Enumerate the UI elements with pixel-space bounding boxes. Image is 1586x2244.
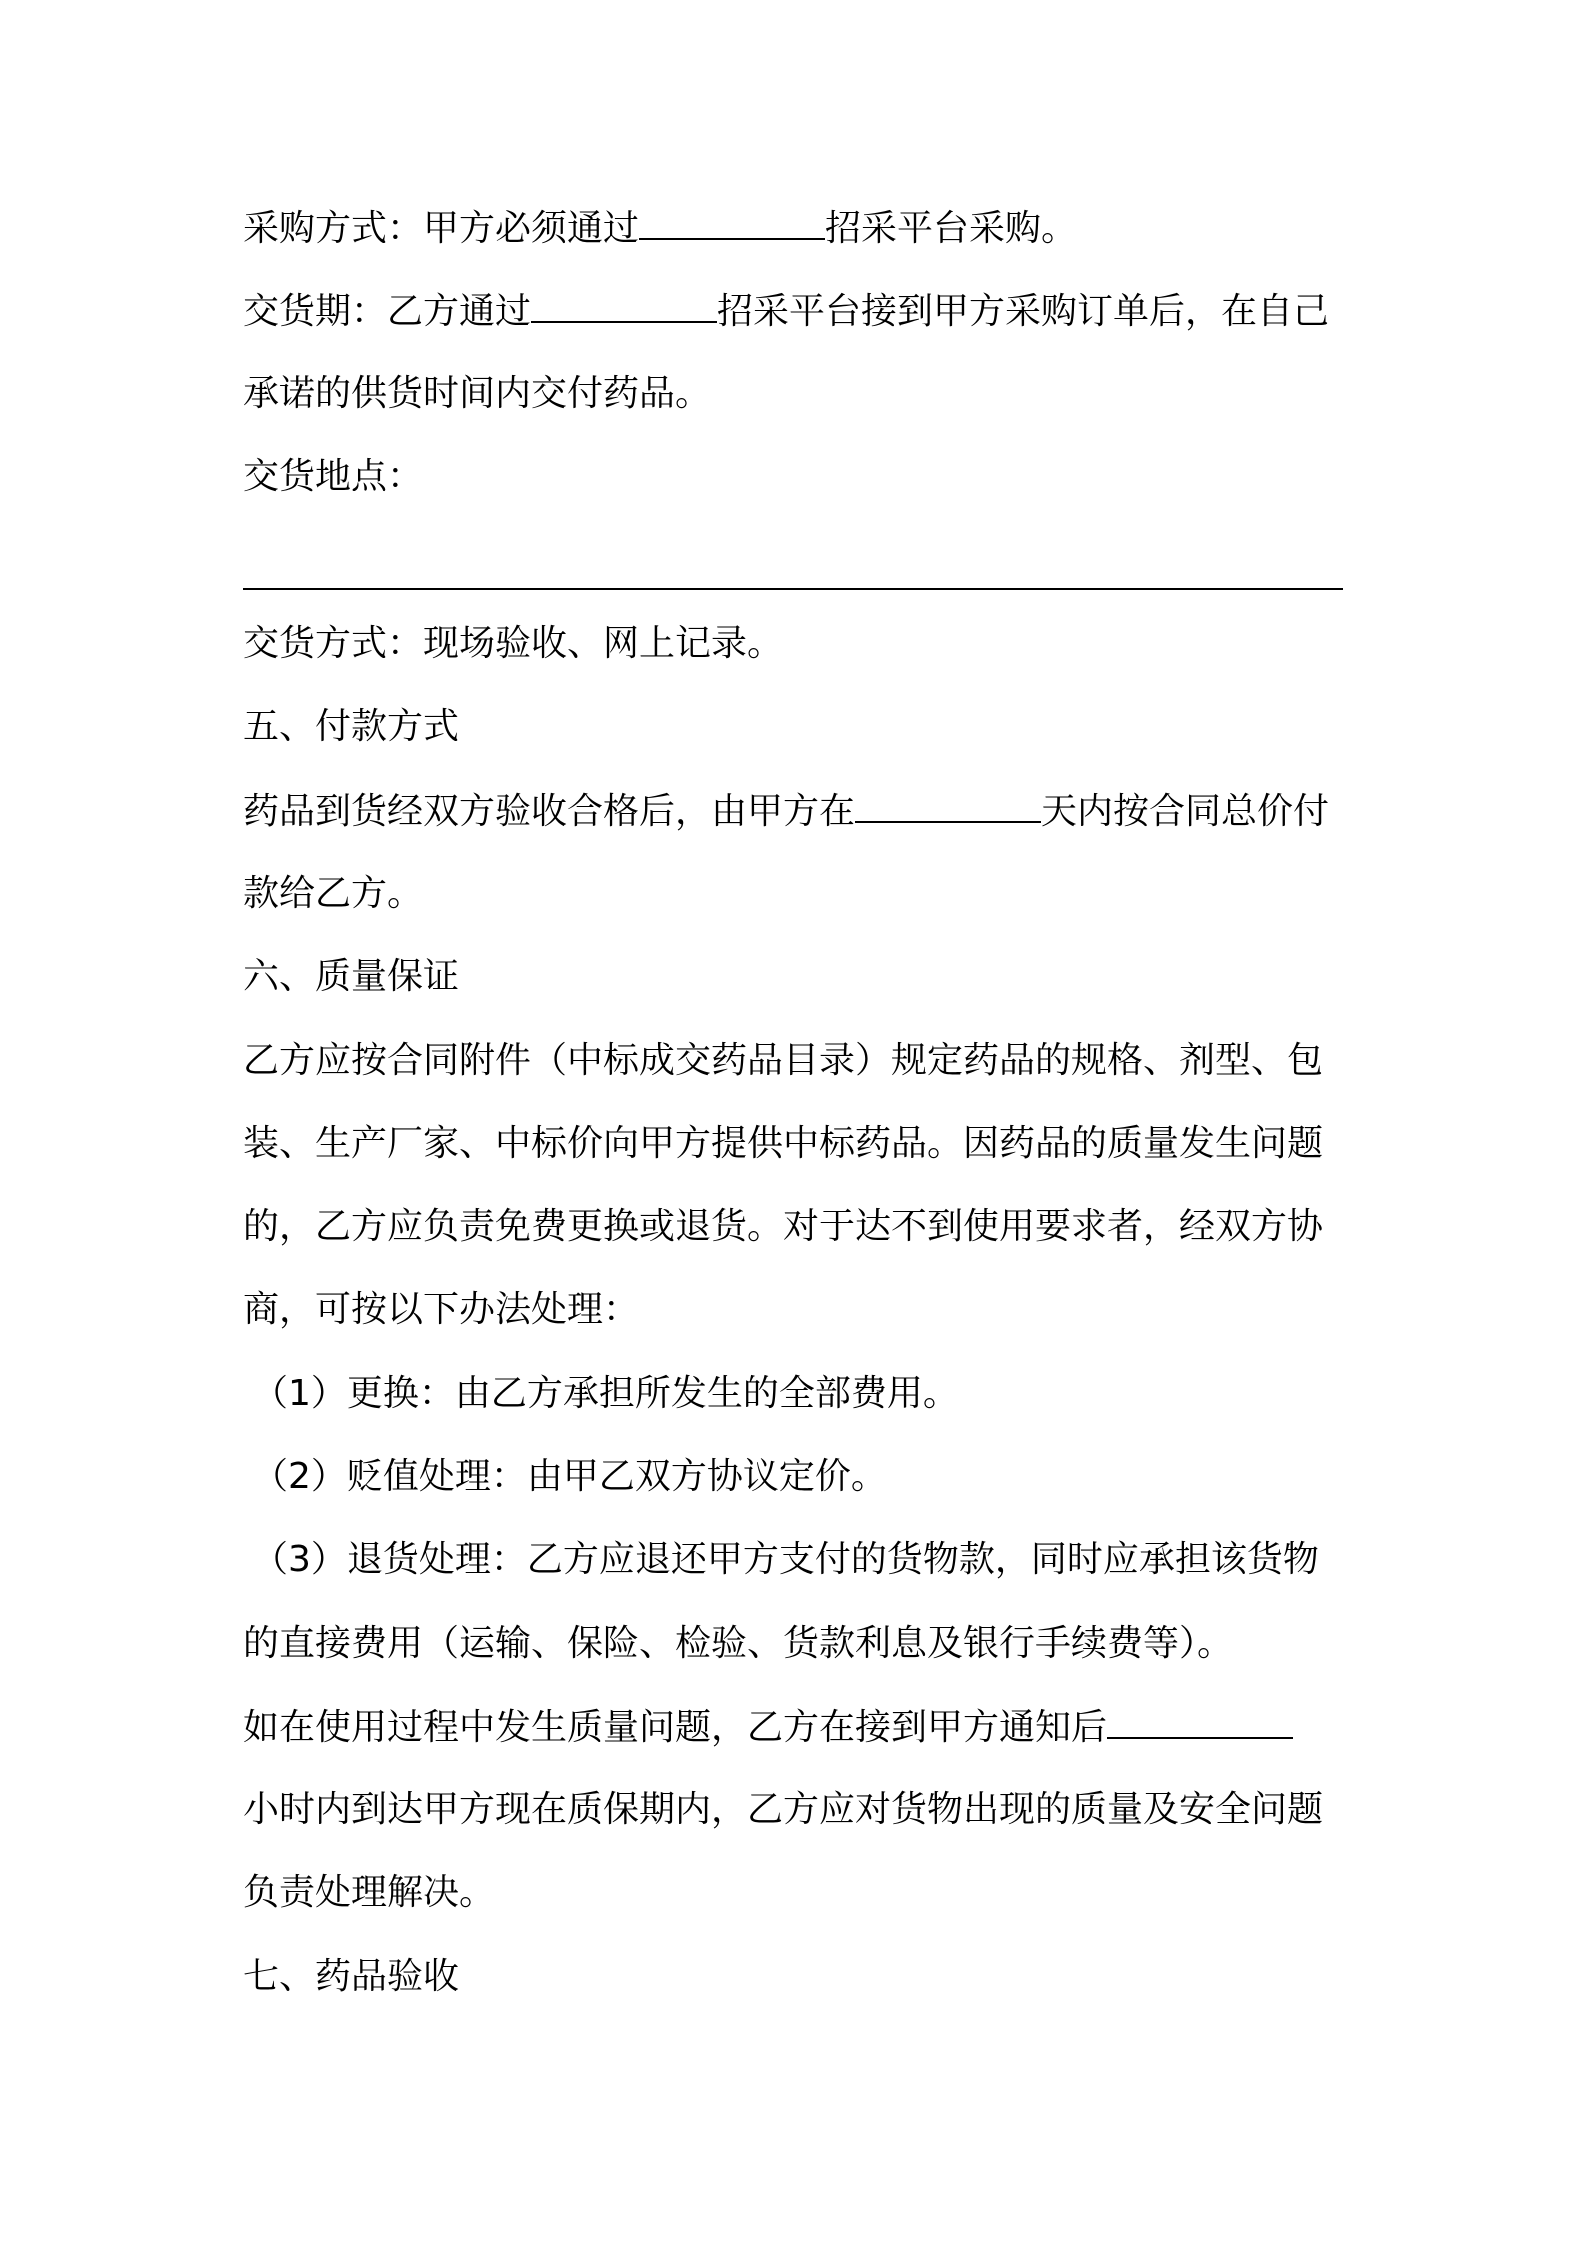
purchase-method-line bbox=[243, 206, 1077, 250]
payment-line bbox=[243, 789, 1329, 833]
delivery-period-line bbox=[243, 289, 1329, 333]
paragraph-line: 的，乙方应负责免费更换或退货。对于达不到使用要求者，经双方协 bbox=[243, 1206, 1324, 1247]
fill-blank[interactable] bbox=[531, 289, 717, 323]
fill-blank[interactable] bbox=[639, 206, 825, 240]
delivery-place-label: 交货地点： bbox=[243, 456, 424, 497]
payment-text-end: 天内按合同总价付 bbox=[1041, 791, 1330, 832]
purchase-method-text: 采购方式：甲方必须通过 bbox=[243, 208, 640, 249]
paragraph-line: 乙方应按合同附件（中标成交药品目录）规定药品的规格、剂型、包 bbox=[243, 1040, 1324, 1081]
delivery-mode-line: 交货方式：现场验收、网上记录。 bbox=[243, 623, 784, 664]
payment-text: 药品到货经双方验收合格后，由甲方在 bbox=[243, 791, 856, 832]
delivery-place-blank[interactable] bbox=[243, 588, 1343, 590]
paragraph-line: 装、生产厂家、中标价向甲方提供中标药品。因药品的质量发生问题 bbox=[243, 1123, 1324, 1164]
fill-blank[interactable] bbox=[1107, 1705, 1293, 1739]
quality-issue-line bbox=[243, 1705, 1293, 1749]
list-item-3: （3）退货处理：乙方应退还甲方支付的货物款，同时应承担该货物 bbox=[252, 1539, 1319, 1580]
delivery-period-text-end: 招采平台接到甲方采购订单后，在自己 bbox=[717, 291, 1330, 332]
paragraph-line: 商，可按以下办法处理： bbox=[243, 1289, 640, 1330]
delivery-period-text: 交货期：乙方通过 bbox=[243, 291, 532, 332]
section-6-heading: 六、质量保证 bbox=[243, 956, 460, 997]
quality-issue-text: 如在使用过程中发生质量问题，乙方在接到甲方通知后 bbox=[243, 1707, 1108, 1748]
purchase-method-text-end: 招采平台采购。 bbox=[825, 208, 1078, 249]
list-item-1: （1）更换：由乙方承担所发生的全部费用。 bbox=[252, 1373, 959, 1414]
section-5-heading: 五、付款方式 bbox=[243, 706, 460, 747]
paragraph-line: 承诺的供货时间内交付药品。 bbox=[243, 373, 712, 414]
section-7-heading: 七、药品验收 bbox=[243, 1956, 460, 1997]
list-item-2: （2）贬值处理：由甲乙双方协议定价。 bbox=[252, 1456, 887, 1497]
paragraph-line: 款给乙方。 bbox=[243, 873, 424, 914]
paragraph-line: 小时内到达甲方现在质保期内，乙方应对货物出现的质量及安全问题 bbox=[243, 1789, 1324, 1830]
paragraph-line: 的直接费用（运输、保险、检验、货款利息及银行手续费等）。 bbox=[243, 1623, 1234, 1664]
paragraph-line: 负责处理解决。 bbox=[243, 1872, 496, 1913]
fill-blank[interactable] bbox=[855, 789, 1041, 823]
